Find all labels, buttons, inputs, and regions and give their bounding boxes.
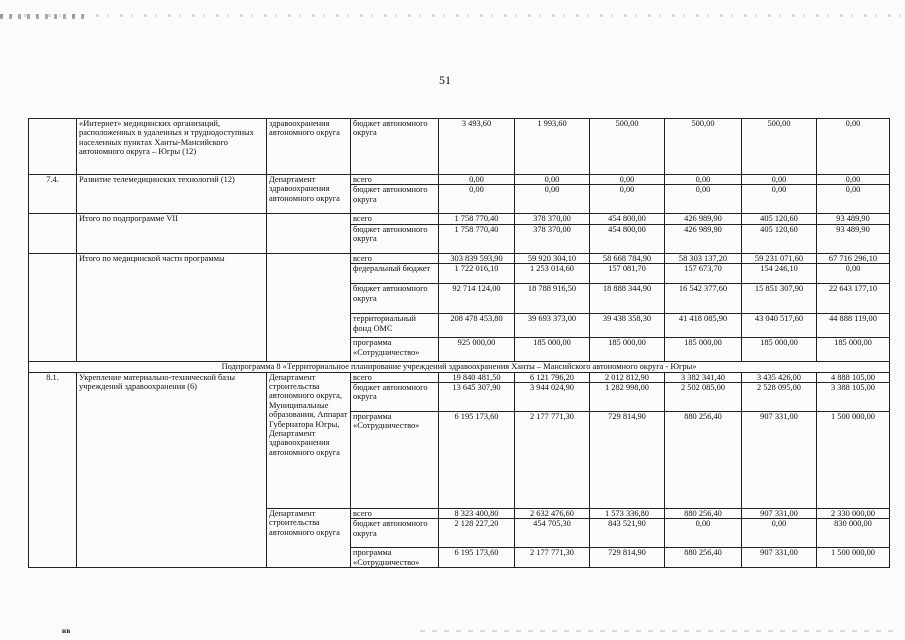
page-number: 51 [439,73,451,87]
amount-year-1: 3 944 024,90 [515,383,590,412]
amount-total: 1 758 770,40 [439,214,515,224]
amount-year-5: 3 388 105,00 [817,383,890,412]
amount-year-5: 4 888 105,00 [817,372,890,382]
funding-source: всего [351,253,439,263]
amount-year-5: 0,00 [817,185,890,214]
amount-year-5: 67 716 296,10 [817,253,890,263]
amount-year-5: 1 500 000,00 [817,412,890,509]
table-row [29,362,890,372]
amount-total: 0,00 [439,185,515,214]
amount-total: 0,00 [439,175,515,185]
scan-noise-top [0,14,905,17]
amount-year-2: 0,00 [590,175,665,185]
amount-year-2: 185 000,00 [590,338,665,362]
amount-year-3: 0,00 [665,519,742,548]
amount-year-2: 454 800,00 [590,214,665,224]
amount-year-5: 185 000,00 [817,338,890,362]
amount-total: 303 839 593,90 [439,253,515,263]
amount-year-5: 2 330 000,00 [817,509,890,519]
responsible-executor: здравоохранения автономного округа [267,119,351,175]
amount-year-4: 15 851 307,90 [742,284,817,314]
funding-source: всего [351,372,439,382]
amount-total: 2 128 227,20 [439,519,515,548]
item-name: Развитие телемедицинских технологий (12) [77,175,267,214]
amount-year-4: 0,00 [742,519,817,548]
funding-source: всего [351,509,439,519]
amount-year-1: 2 177 771,30 [515,412,590,509]
item-name: Итого по медицинской части программы [77,253,267,361]
funding-source: бюджет автономного округа [351,383,439,412]
amount-total: 1 758 770,40 [439,224,515,253]
amount-year-1: 6 121 796,20 [515,372,590,382]
amount-year-2: 729 814,90 [590,548,665,568]
table-row [29,253,890,263]
funding-source: бюджет автономного округа [351,185,439,214]
scan-noise-bottom [420,630,900,632]
amount-total: 6 195 173,60 [439,412,515,509]
amount-year-3: 426 989,90 [665,224,742,253]
amount-year-2: 454 800,00 [590,224,665,253]
item-number: 7.4. [29,175,77,214]
amount-year-1: 59 920 304,10 [515,253,590,263]
funding-source: программа «Сотрудничество» [351,548,439,568]
budget-table [28,118,890,568]
amount-total: 3 493,60 [439,119,515,175]
amount-year-2: 1 282 998,00 [590,383,665,412]
amount-total: 6 195 173,60 [439,548,515,568]
amount-year-2: 1 573 336,80 [590,509,665,519]
amount-year-4: 907 331,00 [742,548,817,568]
amount-year-1: 39 693 373,00 [515,314,590,338]
amount-year-1: 1 993,60 [515,119,590,175]
amount-year-5: 0,00 [817,175,890,185]
amount-year-2: 157 081,70 [590,264,665,284]
item-number [29,119,77,175]
amount-year-4: 43 040 517,60 [742,314,817,338]
amount-year-3: 426 989,90 [665,214,742,224]
amount-year-3: 58 303 137,20 [665,253,742,263]
amount-year-3: 3 382 341,40 [665,372,742,382]
amount-year-4: 2 528 095,00 [742,383,817,412]
amount-year-1: 378 370,00 [515,224,590,253]
footer-mark: нв [62,627,71,635]
amount-year-5: 93 489,90 [817,214,890,224]
amount-total: 8 323 400,80 [439,509,515,519]
item-number [29,253,77,361]
responsible-executor [267,214,351,253]
amount-total: 13 645 307,90 [439,383,515,412]
amount-year-2: 58 668 784,90 [590,253,665,263]
subprogram-title: Подпрограмма 8 «Территориальное планирование учреждений здравоохранения Ханты – Мансийского автономного округа - Югры» [29,362,890,372]
item-name: «Интернет» медицинских организаций, расположенных в удаленных и труднодоступных населенных пунктах Ханты-Мансийского автономного округа – Югры (12) [77,119,267,175]
amount-year-2: 2 012 812,90 [590,372,665,382]
amount-total: 1 722 016,10 [439,264,515,284]
amount-year-3: 880 256,40 [665,509,742,519]
amount-year-3: 16 542 377,60 [665,284,742,314]
funding-source: всего [351,175,439,185]
amount-year-1: 18 788 916,50 [515,284,590,314]
amount-year-3: 0,00 [665,185,742,214]
funding-source: всего [351,214,439,224]
amount-year-4: 154 246,10 [742,264,817,284]
amount-year-1: 185 000,00 [515,338,590,362]
amount-year-1: 2 177 771,30 [515,548,590,568]
amount-year-3: 0,00 [665,175,742,185]
amount-year-1: 0,00 [515,175,590,185]
funding-source: бюджет автономного округа [351,224,439,253]
table-row [29,119,890,175]
amount-year-4: 907 331,00 [742,412,817,509]
amount-year-4: 3 435 426,00 [742,372,817,382]
table-row [29,372,890,382]
amount-year-4: 907 331,00 [742,509,817,519]
amount-year-4: 0,00 [742,175,817,185]
amount-year-2: 18 888 344,90 [590,284,665,314]
amount-total: 208 478 453,80 [439,314,515,338]
item-number: 8.1. [29,372,77,568]
amount-year-4: 0,00 [742,185,817,214]
amount-year-4: 405 120,60 [742,224,817,253]
funding-source: бюджет автономного округа [351,519,439,548]
item-name: Укрепление материально-технической базы учреждений здравоохранения (6) [77,372,267,568]
funding-source: бюджет автономного округа [351,284,439,314]
amount-year-3: 157 673,70 [665,264,742,284]
amount-year-5: 0,00 [817,119,890,175]
amount-year-1: 2 632 476,60 [515,509,590,519]
responsible-executor: Департамент здравоохранения автономного округа [267,175,351,214]
amount-year-1: 454 705,30 [515,519,590,548]
amount-year-1: 378 370,00 [515,214,590,224]
responsible-executor [267,253,351,361]
amount-year-5: 93 489,90 [817,224,890,253]
responsible-executor: Департамент строительства автономного округа, Муниципальные образования, Аппарат Губернатора Югры, Департамент здравоохранения автономного округа [267,372,351,508]
amount-year-2: 0,00 [590,185,665,214]
amount-year-5: 0,00 [817,264,890,284]
funding-source: бюджет автономного округа [351,119,439,175]
amount-year-5: 44 888 119,00 [817,314,890,338]
amount-year-4: 500,00 [742,119,817,175]
funding-source: программа «Сотрудничество» [351,412,439,509]
amount-year-1: 1 253 014,60 [515,264,590,284]
amount-year-3: 500,00 [665,119,742,175]
amount-total: 925 000,00 [439,338,515,362]
amount-year-4: 185 000,00 [742,338,817,362]
amount-year-3: 41 418 085,90 [665,314,742,338]
funding-source: программа «Сотрудничество» [351,338,439,362]
amount-year-1: 0,00 [515,185,590,214]
amount-year-3: 2 502 085,00 [665,383,742,412]
amount-year-5: 1 500 000,00 [817,548,890,568]
item-name: Итого по подпрограмме VII [77,214,267,253]
amount-year-2: 39 438 358,30 [590,314,665,338]
amount-year-4: 405 120,60 [742,214,817,224]
amount-total: 92 714 124,00 [439,284,515,314]
amount-year-4: 59 231 071,60 [742,253,817,263]
amount-year-5: 22 643 177,10 [817,284,890,314]
amount-year-5: 830 000,00 [817,519,890,548]
funding-source: территориальный фонд ОМС [351,314,439,338]
amount-year-2: 843 521,90 [590,519,665,548]
scan-mark [0,14,84,19]
amount-year-3: 880 256,40 [665,548,742,568]
amount-total: 19 840 481,50 [439,372,515,382]
amount-year-3: 880 256,40 [665,412,742,509]
responsible-executor: Департамент строительства автономного округа [267,509,351,568]
amount-year-2: 500,00 [590,119,665,175]
table-row [29,175,890,185]
item-number [29,214,77,253]
amount-year-2: 729 814,90 [590,412,665,509]
funding-source: федеральный бюджет [351,264,439,284]
amount-year-3: 185 000,00 [665,338,742,362]
table-row [29,214,890,224]
